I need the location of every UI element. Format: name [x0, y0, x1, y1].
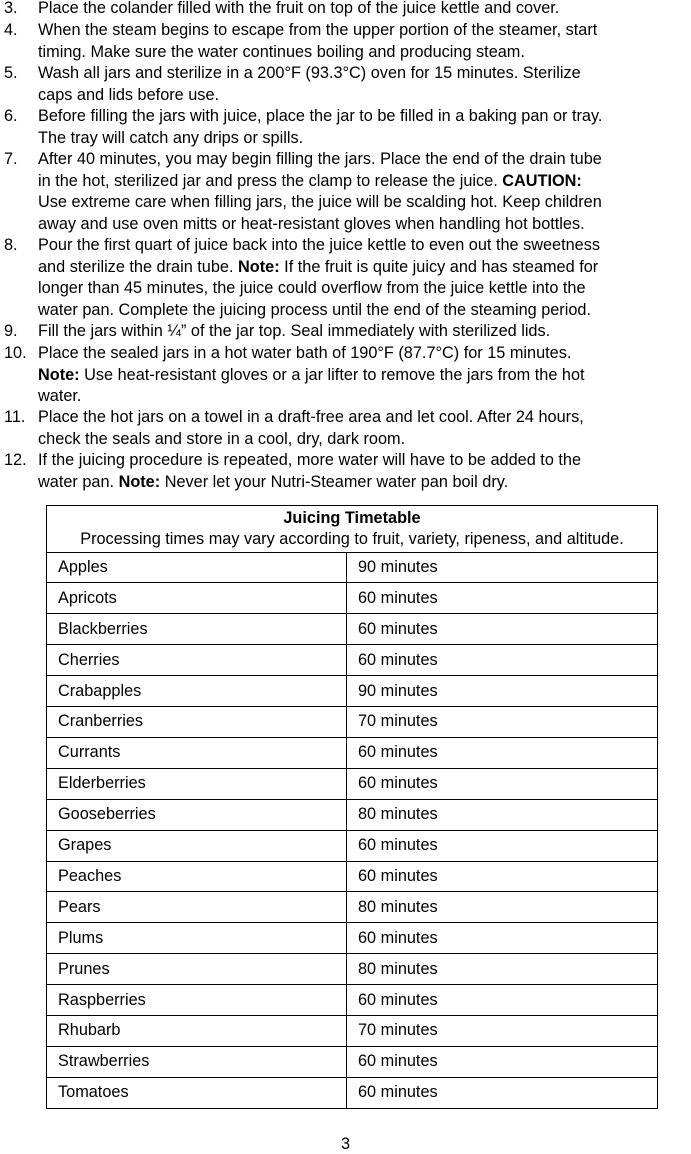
- time-cell: 60 minutes: [347, 861, 658, 892]
- step-number: 7.: [4, 150, 18, 168]
- time-cell: 80 minutes: [347, 892, 658, 923]
- table-row: [47, 676, 658, 707]
- table-row: [47, 892, 658, 923]
- page-number: 3: [340, 1135, 351, 1153]
- table-row: [47, 954, 658, 985]
- step-text-line: Place the hot jars on a towel in a draft-free area and let cool. After 24 hours,: [38, 408, 584, 426]
- fruit-cell: Tomatoes: [47, 1077, 347, 1108]
- table-row: [47, 923, 658, 954]
- table-row: [47, 1077, 658, 1108]
- step-text-line: Never let your Nutri-Steamer water pan boil dry.: [160, 472, 509, 491]
- step-text-line: Place the sealed jars in a hot water bath of 190°F (87.7°C) for 15 minutes.: [38, 344, 572, 362]
- step-text-line: water pan.: [38, 472, 119, 491]
- table-row: [47, 830, 658, 861]
- time-cell: 60 minutes: [347, 645, 658, 676]
- time-cell: 70 minutes: [347, 707, 658, 738]
- time-cell: 60 minutes: [347, 768, 658, 799]
- step-text-line: Fill the jars within ¼” of the jar top. Seal immediately with sterilized lids.: [38, 322, 551, 340]
- step-text-line: After 40 minutes, you may begin filling the jars. Place the end of the drain tube: [38, 150, 602, 168]
- step-number: 10.: [4, 344, 27, 362]
- fruit-cell: Currants: [47, 737, 347, 768]
- fruit-cell: Apricots: [47, 583, 347, 614]
- caution-label: CAUTION:: [502, 171, 582, 190]
- table-row: [47, 552, 658, 583]
- fruit-cell: Pears: [47, 892, 347, 923]
- step-number: 8.: [4, 236, 18, 254]
- step-text-line: Place the colander filled with the fruit on top of the juice kettle and cover.: [38, 0, 560, 17]
- table-row: [47, 737, 658, 768]
- step-text-line: away and use oven mitts or heat-resistant gloves when handling hot bottles.: [38, 214, 585, 233]
- fruit-cell: Blackberries: [47, 614, 347, 645]
- time-cell: 80 minutes: [347, 799, 658, 830]
- note-label: Note:: [118, 472, 161, 491]
- step-text-line: Use heat-resistant gloves or a jar lifter to remove the jars from the hot: [79, 365, 585, 384]
- juicing-timetable: [46, 505, 658, 1109]
- step-text-line: The tray will catch any drips or spills.: [38, 128, 304, 147]
- fruit-cell: Apples: [47, 552, 347, 583]
- step-number: 12.: [4, 451, 27, 469]
- step-text-line: Before filling the jars with juice, place the jar to be filled in a baking pan or tray.: [38, 107, 603, 125]
- table-row: [47, 645, 658, 676]
- step-number: 3.: [4, 0, 18, 17]
- fruit-cell: Grapes: [47, 830, 347, 861]
- step-number: 4.: [4, 21, 18, 39]
- fruit-cell: Cherries: [47, 645, 347, 676]
- step-number: 11.: [4, 408, 26, 426]
- note-label: Note:: [38, 365, 80, 384]
- table-row: [47, 799, 658, 830]
- table-row: [47, 707, 658, 738]
- step-text-line: caps and lids before use.: [38, 85, 220, 104]
- step-text-line: Pour the first quart of juice back into the juice kettle to even out the sweetness: [38, 236, 601, 254]
- step-text-line: Use extreme care when filling jars, the juice will be scalding hot. Keep children: [38, 193, 602, 212]
- time-cell: 70 minutes: [347, 1015, 658, 1046]
- note-label: Note:: [238, 257, 280, 276]
- step-text-line: in the hot, sterilized jar and press the clamp to release the juice.: [38, 171, 503, 190]
- fruit-cell: Plums: [47, 923, 347, 954]
- time-cell: 80 minutes: [347, 954, 658, 985]
- step-text-line: water.: [38, 387, 82, 406]
- time-cell: 60 minutes: [347, 1077, 658, 1108]
- fruit-cell: Peaches: [47, 861, 347, 892]
- table-subtitle: Processing times may vary according to fruit, variety, ripeness, and altitude.: [80, 530, 624, 549]
- time-cell: 60 minutes: [347, 830, 658, 861]
- time-cell: 60 minutes: [347, 583, 658, 614]
- table-row: [47, 861, 658, 892]
- time-cell: 60 minutes: [347, 923, 658, 954]
- fruit-cell: Crabapples: [47, 676, 347, 707]
- fruit-cell: Raspberries: [47, 985, 347, 1016]
- step-text-line: If the fruit is quite juicy and has steamed for: [279, 257, 599, 276]
- step-text-line: and sterilize the drain tube.: [38, 257, 239, 276]
- time-cell: 60 minutes: [347, 1046, 658, 1077]
- table-header: [47, 506, 658, 553]
- table-row: [47, 768, 658, 799]
- time-cell: 60 minutes: [347, 737, 658, 768]
- fruit-cell: Prunes: [47, 954, 347, 985]
- time-cell: 60 minutes: [347, 614, 658, 645]
- table-row: [47, 583, 658, 614]
- step-number: 5.: [4, 64, 18, 82]
- table-row: [47, 1046, 658, 1077]
- step-text-line: water pan. Complete the juicing process until the end of the steaming period.: [38, 300, 591, 319]
- step-number: 6.: [4, 107, 18, 125]
- table-row: [47, 614, 658, 645]
- table-row: [47, 1015, 658, 1046]
- step-text-line: longer than 45 minutes, the juice could overflow from the juice kettle into the: [38, 279, 586, 298]
- fruit-cell: Gooseberries: [47, 799, 347, 830]
- table-body: [47, 552, 658, 1108]
- fruit-cell: Rhubarb: [47, 1015, 347, 1046]
- step-number: 9.: [4, 322, 18, 340]
- time-cell: 90 minutes: [347, 552, 658, 583]
- table-row: [47, 985, 658, 1016]
- step-text-line: check the seals and store in a cool, dry, dark room.: [38, 429, 406, 448]
- time-cell: 60 minutes: [347, 985, 658, 1016]
- time-cell: 90 minutes: [347, 676, 658, 707]
- step-text-line: timing. Make sure the water continues boiling and producing steam.: [38, 42, 525, 61]
- table-header-row: [47, 506, 658, 553]
- table-title: Juicing Timetable: [283, 509, 421, 527]
- step-text-line: If the juicing procedure is repeated, more water will have to be added to the: [38, 451, 582, 469]
- step-text-line: When the steam begins to escape from the upper portion of the steamer, start: [38, 21, 598, 39]
- fruit-cell: Cranberries: [47, 707, 347, 738]
- fruit-cell: Strawberries: [47, 1046, 347, 1077]
- step-text-line: Wash all jars and sterilize in a 200°F (93.3°C) oven for 15 minutes. Sterilize: [38, 64, 581, 82]
- fruit-cell: Elderberries: [47, 768, 347, 799]
